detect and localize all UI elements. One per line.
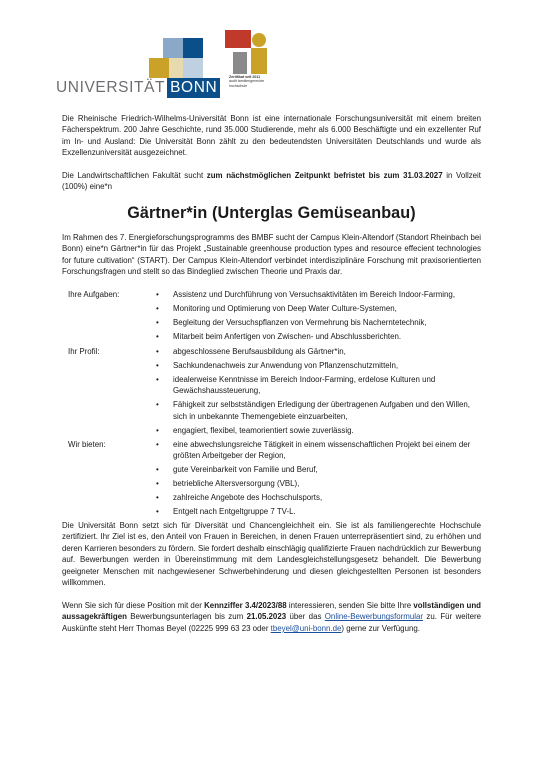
list-item: • Begleitung der Versuchspflanzen von Vermehrung bis Nacherntetechnik, [156,318,427,327]
list-item: • Fähigkeit zur selbstständigen Erledigung der übertragenen Aufgaben und den Willen, sich in unbekannte Themengebiete einzuarbeiten, [156,400,470,421]
list-item: • Monitoring und Optimierung von Deep Water Culture-Systemen, [156,304,397,313]
intro-paragraph: Die Rheinische Friedrich-Wilhelms-Universität Bonn ist eine internationale Forschungsuniversität mit einem breiten Fächerspektrum. 200 Jahre Geschichte, rund 35.000 Studierende, mehr als 6.000 Beschäftigte und ein exzellenter Ruf im In- und Ausland: Die Universität Bonn zählt zu den bedeutendsten Universitäten Deutschlands und wurde als Exzellenzuniversität ausgezeichnet. [62,114,481,158]
logo-word-bonn: BONN [167,78,220,98]
list-item: • Mitarbeit beim Anfertigen von Zwischen- und Abschlussberichten. [156,332,402,341]
section-label-aufgaben: Ihre Aufgaben: [68,290,120,299]
list-item: • eine abwechslungsreiche Tätigkeit in einem wissenschaftlichen Projekt bei einem der größten Arbeitgeber der Region, [156,440,471,461]
list-item: • Entgelt nach Entgeltgruppe 7 TV-L. [156,507,296,517]
list-item: • Sachkundenachweis zur Anwendung von Pflanzenschutzmitteln, [156,361,399,370]
list-item: • zahlreiche Angebote des Hochschulsports, [156,493,323,503]
job-title: Gärtner*in (Unterglas Gemüseanbau) [127,204,416,222]
list-item: • engagiert, flexibel, teamorientiert sowie zuverlässig. [156,425,354,435]
email-link[interactable]: tbeyel@uni-bonn.de [270,623,342,633]
certificate-caption: Zertifikat seit 2011 audit familiengerechte hochschule [229,75,265,88]
list-wir-bieten [156,439,476,520]
closing-paragraph: Wenn Sie sich für diese Position mit der Kennziffer 3.4/2023/88 interessieren, senden Sie bitte Ihre vollständigen und aussagekräftigen Bewerbungsunterlagen bis zum 21.05.2023 über das Online-Bewerbungsformular zu. Für weitere Auskünfte steht Herr Thomas Beyel (02225 999 63 23 oder tbeyel@uni-bonn.de) gerne zur Verfügung. [62,601,482,633]
diversity-paragraph: Die Universität Bonn setzt sich für Diversität und Chancengleichheit ein. Sie ist als familiengerechte Hochschule zertifiziert. Ihr Ziel ist es, den Anteil von Frauen in Bereichen, in denen Frauen unterrepräsentiert sind, zu erhöhen und deren Karrieren besonders zu fördern. Sie fordert deshalb einschlägig qualifizierte Frauen nachdrücklich zur Bewerbung auf. Bewerbungen werden in Übereinstimmung mit dem Landesgleichstellungsgesetz behandelt. Die Bewerbung geeigneter Menschen mit nachgewiesener Schwerbehinderung und diesen gleichgestellten Personen ist besonders willkommen. [62,521,481,588]
project-paragraph: Im Rahmen des 7. Energieforschungsprogramms des BMBF sucht der Campus Klein-Altendorf (Standort Rheinbach bei Bonn) eine*n Gärtner*in für das Projekt „Sustainable greenhouse production types and resource effecient technologies for future cultivation“ (START). Der Campus Klein-Altendorf verbindet interdisziplinäre Forschung mit praxisorientierten Forschungsfragen und stellt so das Bindeglied zwischen Theorie und Praxis dar. [62,233,481,277]
online-application-link[interactable]: Online-Bewerbungsformular [324,612,424,622]
list-profil [156,346,476,439]
logo-word-universitaet: UNIVERSITÄT [56,79,166,96]
list-item: • abgeschlossene Berufsausbildung als Gärtner*in, [156,347,346,356]
section-label-wir-bieten: Wir bieten: [68,440,106,449]
list-item: • gute Vereinbarkeit von Familie und Beruf, [156,465,318,475]
list-item: • idealerweise Kenntnisse im Bereich Indoor-Farming, erdelose Kulturen und Gewächshaussteuerung, [156,375,436,396]
list-item: • Assistenz und Durchführung von Versuchsaktivitäten im Bereich Indoor-Farming, [156,290,456,299]
family-certificate-logo [213,30,289,100]
list-item: • betriebliche Altersversorgung (VBL), [156,479,300,489]
section-label-profil: Ihr Profil: [68,347,100,356]
certificate-figure-icon [213,30,289,76]
list-aufgaben [156,289,476,345]
university-bonn-logo [56,34,218,96]
logo-squares-icon [149,38,204,80]
faculty-paragraph: Die Landwirtschaftlichen Fakultät sucht zum nächstmöglichen Zeitpunkt befristet bis zum 31.03.2027 in Vollzeit (100%) eine*n [62,171,482,192]
